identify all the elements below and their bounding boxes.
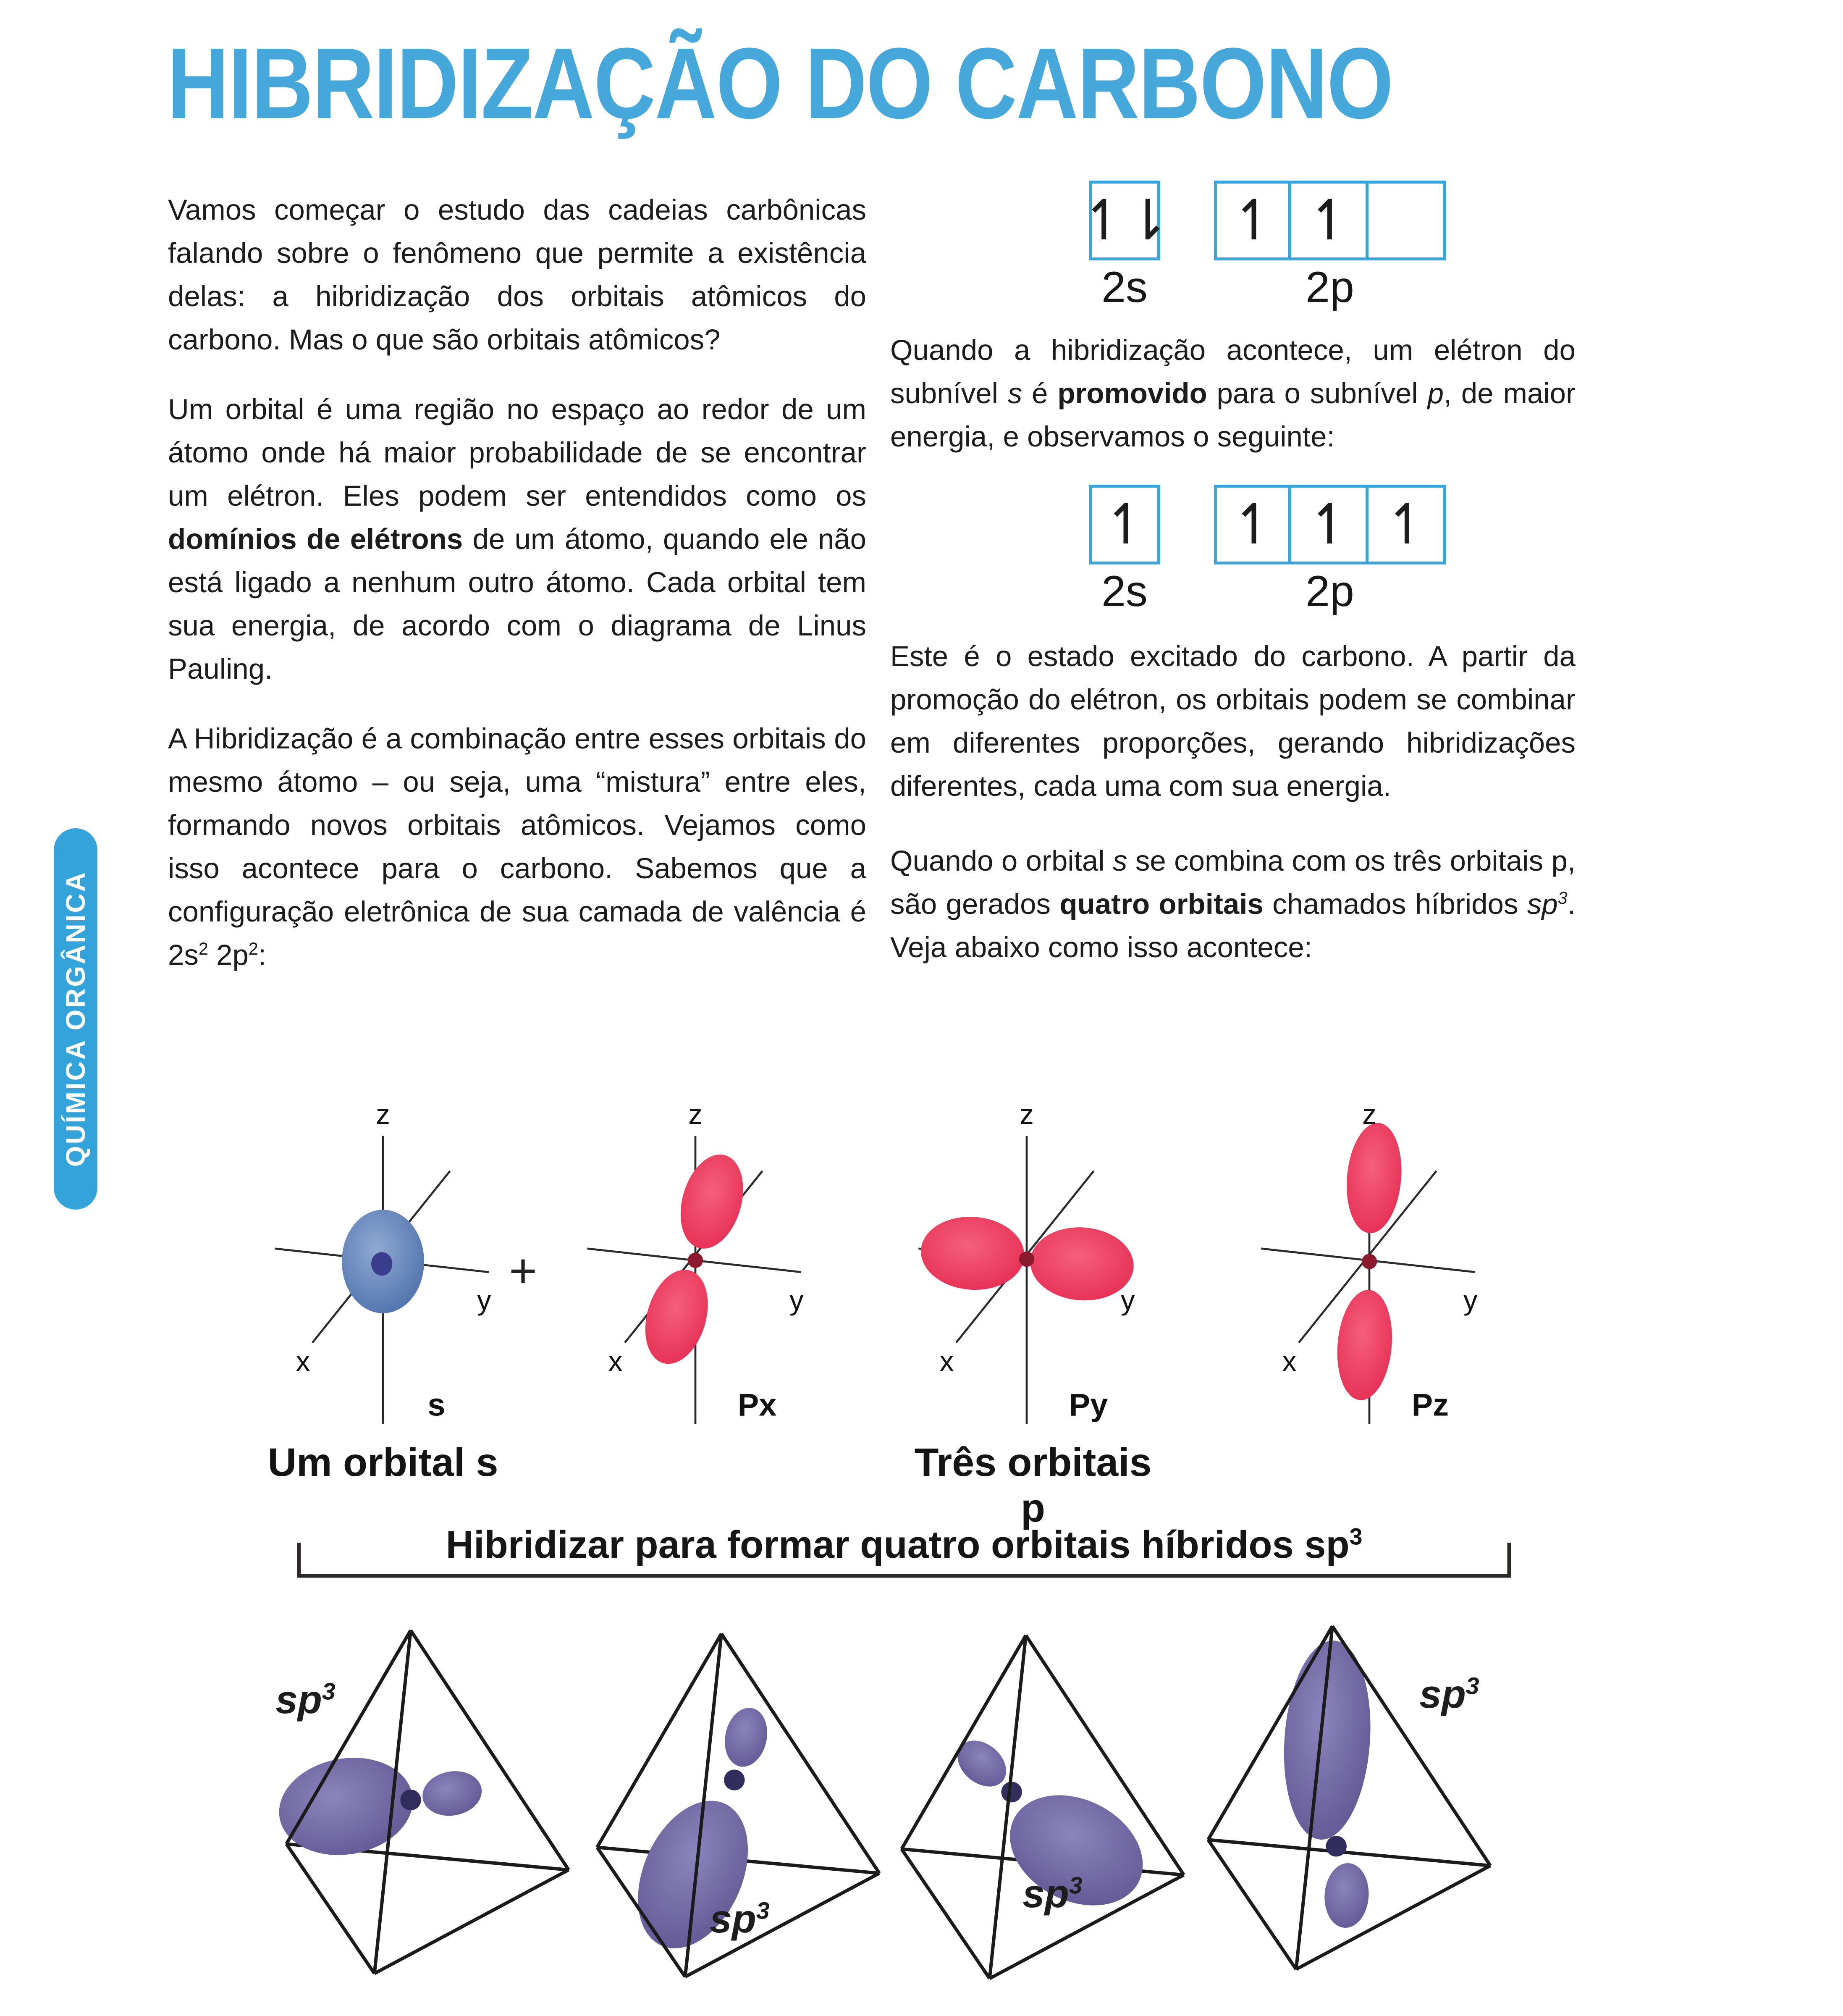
py-orbital-figure	[909, 1100, 1144, 1441]
label-2s: 2s	[1101, 567, 1148, 616]
orbital-box-2s	[1089, 485, 1160, 564]
bracket-line	[297, 1524, 1511, 1583]
sp3-core-dot	[1326, 1836, 1347, 1856]
sp3-label-2: $sp^3$	[710, 1897, 770, 1941]
orbital-name-label: s	[427, 1387, 446, 1423]
orbital-box-2p-2	[1291, 485, 1368, 564]
px-lobe-down	[635, 1263, 718, 1371]
tetrahedron-1	[271, 1604, 582, 1993]
z-axis-label: z	[1020, 1100, 1034, 1130]
tetrahedron-4	[1193, 1600, 1503, 1989]
right-column	[890, 181, 1576, 995]
paragraph-orbital-definition: Um orbital é uma região no espaço ao redor de um átomo onde há maior probabilidade de se encontrar um elétron. Eles podem ser entendidos como os domínios de elétrons de um átomo, quando ele não está ligado a nenhum outro átomo. Cada orbital tem sua energia, de acordo com o diagrama de Linus Pauling.	[168, 393, 866, 685]
x-axis-label: x	[608, 1346, 623, 1377]
sp3-small-lobe	[419, 1767, 485, 1820]
plus-sign: +	[509, 1244, 537, 1298]
label-2s: 2s	[1101, 263, 1148, 312]
orbital-figures	[0, 1092, 1843, 1530]
orbital-boxes-2p	[1214, 181, 1446, 260]
electron-config-ground-state	[890, 181, 1576, 312]
electron-arrow-up: ↿	[1230, 188, 1275, 253]
pz-lobe-up	[1342, 1121, 1406, 1235]
z-axis-label: z	[688, 1100, 703, 1130]
tetra-back-edge	[1208, 1840, 1490, 1866]
label-2p: 2p	[1306, 567, 1354, 616]
s-core-dot	[371, 1252, 392, 1276]
tetrahedron-3	[886, 1609, 1197, 1998]
orbital-name-label: Py	[1069, 1387, 1108, 1423]
left-column	[168, 188, 866, 1003]
py-lobe-right	[1028, 1224, 1136, 1304]
sp3-tetrahedra	[0, 1600, 1843, 2016]
px-orbital-figure	[578, 1100, 813, 1441]
orbital-box-2p-3	[1368, 485, 1446, 564]
sp3-label-4: $sp^3$	[1419, 1672, 1479, 1717]
y-axis-label: y	[1121, 1284, 1135, 1316]
caption-three-p-orbitals: Três orbitais p	[914, 1440, 1152, 1530]
electron-arrow-up: ↿	[1306, 492, 1350, 557]
electron-arrow-up: ↿	[1306, 188, 1350, 253]
orbital-box-2p-2	[1291, 181, 1368, 260]
paragraph-hybridization-definition: A Hibridização é a combinação entre esses orbitais do mesmo átomo – ou seja, uma “mistura” entre eles, formando novos orbitais atômicos. Vejamos como isso acontece para o carbono. Sabemos que a configuração eletrônica de sua camada de valência é $2s^2$ $2p^2$:	[168, 722, 866, 971]
page-title: HIBRIDIZAÇÃO DO CARBONO	[167, 27, 1393, 139]
config1-boxes	[890, 181, 1576, 260]
sp3-core-dot	[724, 1769, 745, 1790]
orbital-name-label: Px	[737, 1387, 777, 1423]
orbital-boxes-2p	[1214, 485, 1446, 564]
orbital-name-label: Pz	[1411, 1387, 1449, 1423]
y-axis-label: y	[789, 1284, 804, 1316]
sp3-label-3: $sp^3$	[1022, 1872, 1083, 1916]
pz-lobe-down	[1333, 1288, 1396, 1402]
electron-arrow-up: ↿	[1384, 492, 1428, 557]
orbital-box-2s	[1080, 181, 1169, 260]
pz-orbital-figure	[1252, 1100, 1487, 1441]
sp3-small-lobe	[1322, 1861, 1371, 1929]
orbital-box-2p-3-empty	[1368, 181, 1446, 260]
s-orbital-figure	[265, 1100, 501, 1441]
hybridize-bracket	[297, 1524, 1511, 1583]
page-header	[167, 27, 1679, 139]
config2-boxes	[890, 485, 1576, 564]
electron-arrow-up: ↿	[1230, 492, 1275, 557]
y-axis-label: y	[477, 1284, 491, 1316]
paragraph-intro: Vamos começar o estudo das cadeias carbônicas falando sobre o fenômeno que permite a existência delas: a hibridização dos orbitais atômicos do carbono. Mas o que são orbitais atômicos?	[168, 194, 866, 356]
paragraph-excited-state: Este é o estado excitado do carbono. A partir da promoção do elétron, os orbitais podem se combinar em diferentes proporções, gerando hibridizações diferentes, cada uma com sua energia.	[890, 640, 1576, 802]
orbital-box-2p-1	[1214, 181, 1291, 260]
x-axis-label: x	[939, 1346, 954, 1377]
sidebar-tab-label: QUÍMICA ORGÂNICA	[60, 871, 91, 1167]
y-axis-label: y	[1463, 1284, 1478, 1316]
sp3-big-lobe	[271, 1748, 420, 1865]
py-core-dot	[1019, 1252, 1034, 1267]
electron-config-excited-state	[890, 485, 1576, 616]
x-axis-label: x	[296, 1346, 310, 1377]
sp3-small-lobe	[720, 1704, 773, 1771]
electron-arrows-paired: ↿⇂	[1080, 188, 1169, 253]
paragraph-sp3-intro: Quando o orbital s se combina com os três orbitais p, são gerados quatro orbitais chamados híbridos $sp^3$. Veja abaixo como isso acontece:	[890, 845, 1576, 963]
orbital-box-2p-1	[1214, 485, 1291, 564]
py-lobe-left	[918, 1213, 1027, 1293]
hybridize-bracket-label: Hibridizar para formar quatro orbitais híbridos $sp^3$	[446, 1523, 1363, 1566]
pz-core-dot	[1362, 1254, 1377, 1269]
sp3-core-dot	[400, 1790, 421, 1810]
sp3-label-1: $sp^3$	[275, 1677, 336, 1722]
px-lobe-up	[670, 1147, 753, 1256]
z-axis-label: z	[376, 1100, 390, 1130]
caption-one-s-orbital: Um orbital s	[267, 1440, 498, 1485]
config2-labels	[890, 567, 1576, 616]
label-2p: 2p	[1306, 263, 1354, 312]
z-axis-label: z	[1362, 1100, 1376, 1130]
paragraph-promotion: Quando a hibridização acontece, um elétron do subnível s é promovido para o subnível p, de maior energia, e observamos o seguinte:	[890, 334, 1576, 453]
x-axis-label: x	[1282, 1346, 1297, 1377]
px-core-dot	[688, 1253, 703, 1268]
electron-arrow-up: ↿	[1102, 492, 1147, 557]
config1-labels	[890, 265, 1576, 312]
